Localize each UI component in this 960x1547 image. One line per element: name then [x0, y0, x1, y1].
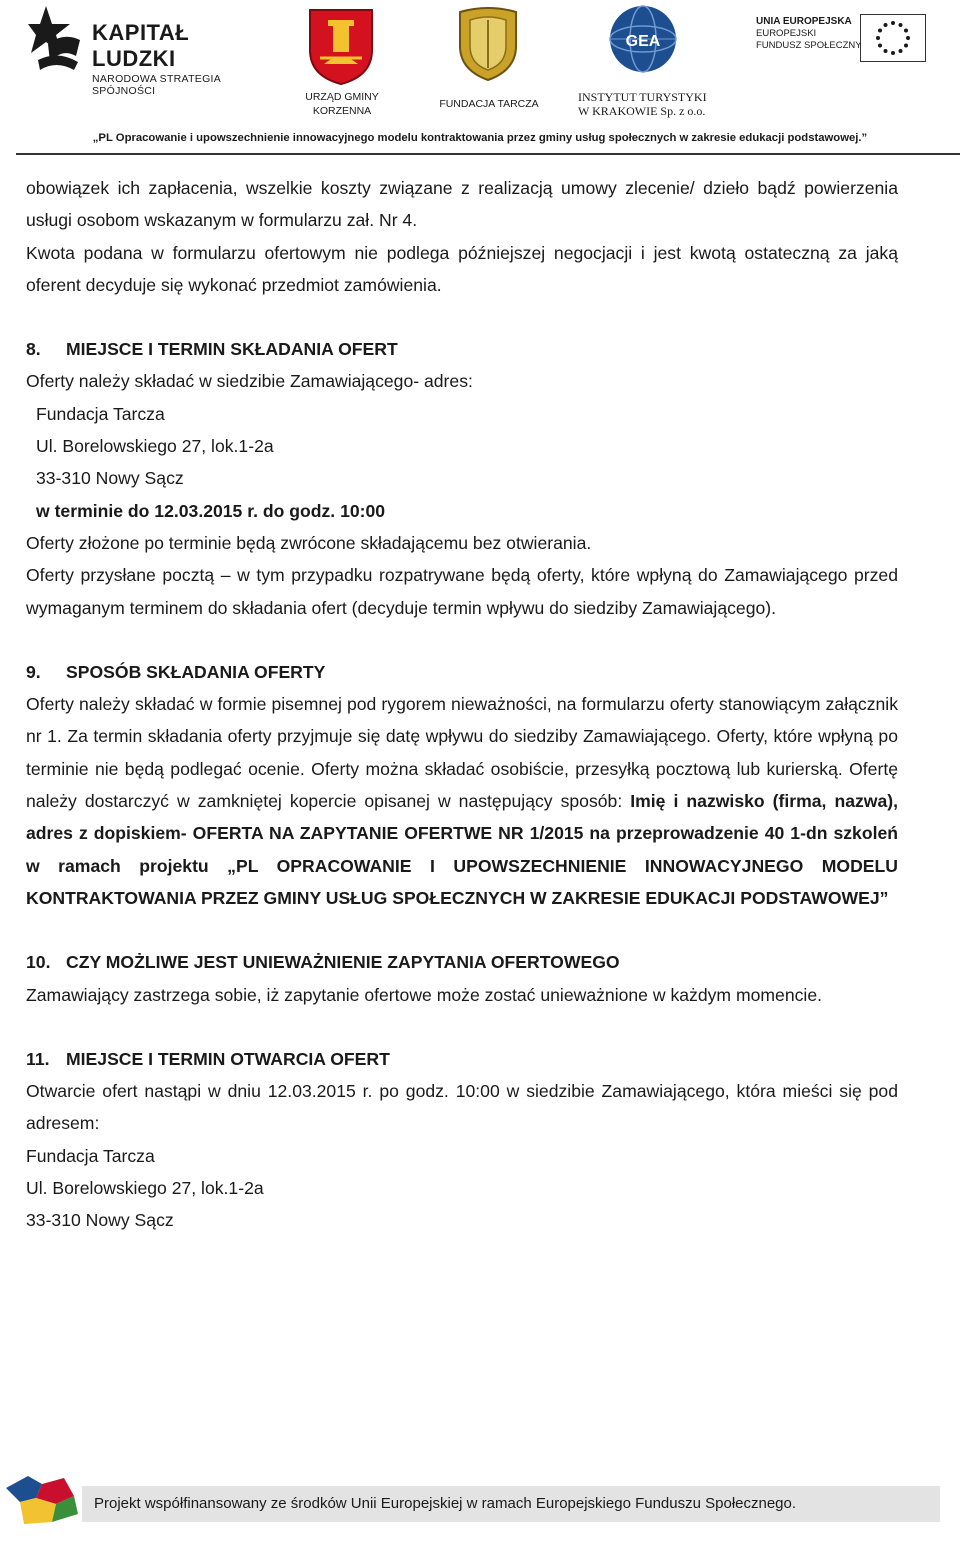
section-10-heading [26, 946, 898, 978]
puzzle-logo-icon [2, 1468, 80, 1530]
section-9-heading [26, 656, 898, 688]
document-body [26, 172, 898, 1237]
section-8-heading [26, 333, 898, 365]
itt-line2: W KRAKOWIE Sp. z o.o. [578, 104, 706, 118]
section-8-address-line-1: Fundacja Tarcza [36, 403, 165, 424]
intro-paragraph-1: obowiązek ich zapłacenia, wszelkie koszty związane z realizacją umowy zlecenie/ dzieło bądź powierzenia usługi osobom wskazanym w formularzu zał. Nr 4. [26, 178, 898, 231]
kapital-ludzki-subtitle: NARODOWA STRATEGIA SPÓJNOŚCI [92, 73, 221, 97]
itt-line1: INSTYTUT TURYSTYKI [578, 90, 707, 104]
intro-paragraph-2: Kwota podana w formularzu ofertowym nie podlega późniejszej negocjacji i jest kwotą ostateczną za jaką oferent decyduje się wykonać przedmiot zamówienia. [26, 242, 898, 295]
page-header [0, 0, 960, 158]
section-8-address-line-3: 33-310 Nowy Sącz [36, 468, 184, 489]
section-11-address-line-3: 33-310 Nowy Sącz [26, 1210, 174, 1231]
section-8-paragraph-1: Oferty złożone po terminie będą zwrócone składającemu bez otwierania. [26, 532, 592, 553]
footer-text: Projekt współfinansowany ze środków Unii Europejskiej w ramach Europejskiego Funduszu Społecznego. [94, 1495, 797, 1512]
gmina-label: URZĄD GMINY KORZENNA [305, 91, 379, 117]
section-9-text: Oferty należy składać w formie pisemnej pod rygorem nieważności, na formularzu oferty stanowiącym załącznik nr 1. Za termin składania oferty przyjmuje się datę wpływu do siedziby Zamawiającego. Oferty, które wpłyną po terminie nie będą podlegać ocenie. Oferty można składać osobiście, przesyłką pocztową lub kurierską. Ofertę należy dostarczyć w zamkniętej kopercie opisanej w następujący sposób: [26, 694, 898, 812]
section-8-number: 8. [26, 339, 41, 360]
itt-label [578, 90, 718, 118]
section-8-lead: Oferty należy składać w siedzibie Zamawiającego- adres: [26, 371, 473, 392]
section-9-number: 9. [26, 661, 41, 682]
section-9-envelope-label: Imię i nazwisko (firma, nazwa), adres z dopiskiem- OFERTA NA ZAPYTANIE OFERTWE NR 1/2015 na przeprowadzenie 40 1-dn szkoleń w ramach projektu „PL OPRACOWANIE I UPOWSZECHNIENIE INNOWACYJNEGO MODELU KONTRAKTOWANIA PRZEZ GMINY USŁUG SPOŁECZNYCH W ZAKRESIE EDUKACJI PODSTAWOWEJ” [26, 791, 899, 908]
section-8-deadline: w terminie do 12.03.2015 r. do godz. 10:00 [36, 500, 386, 521]
section-11-address-line-1: Fundacja Tarcza [26, 1145, 155, 1166]
tarcza-label: FUNDACJA TARCZA [439, 98, 539, 110]
section-9-title: SPOSÓB SKŁADANIA OFERTY [66, 661, 326, 682]
footer-bar [82, 1486, 940, 1522]
section-8-paragraph-2: Oferty przysłane pocztą – w tym przypadku rozpatrywane będą oferty, które wpłyną do Zamawiającego przed wymaganym terminem do składania ofert (decyduje termin wpływu do siedziby Zamawiającego). [26, 565, 898, 618]
section-11-paragraph: Otwarcie ofert nastąpi w dniu 12.03.2015 r. po godz. 10:00 w siedzibie Zamawiającego, która mieści się pod adresem: [26, 1081, 898, 1134]
section-11-title: MIEJSCE I TERMIN OTWARCIA OFERT [66, 1048, 390, 1069]
gea-text: GEA [625, 33, 661, 50]
header-divider [16, 153, 960, 155]
kapital-ludzki-emblem-icon [28, 4, 88, 72]
section-11-address-line-2: Ul. Borelowskiego 27, lok.1-2a [26, 1178, 264, 1199]
kapital-ludzki-title: KAPITAŁ LUDZKI [92, 20, 190, 71]
section-10-title: CZY MOŻLIWE JEST UNIEWAŻNIENIE ZAPYTANIA OFERTOWEGO [66, 952, 620, 973]
section-8-title: MIEJSCE I TERMIN SKŁADANIA OFERT [66, 339, 398, 360]
eu-line2: EUROPEJSKI [756, 28, 817, 39]
eu-line1: UNIA EUROPEJSKA [756, 16, 852, 27]
section-8-address-line-2: Ul. Borelowskiego 27, lok.1-2a [36, 436, 274, 457]
eu-flag-icon [860, 14, 926, 62]
fundacja-tarcza-shield-icon [456, 6, 520, 82]
kapital-ludzki-logo [28, 4, 268, 97]
section-10-paragraph: Zamawiający zastrzega sobie, iż zapytanie ofertowe może zostać unieważnione w każdym momencie. [26, 984, 822, 1005]
section-11-heading [26, 1043, 898, 1075]
section-10-number: 10. [26, 952, 51, 973]
eu-line3: FUNDUSZ SPOŁECZNY [756, 40, 862, 51]
gmina-korzenna-crest-icon [306, 6, 376, 86]
project-title-line: „PL Opracowanie i upowszechnienie innowacyjnego modelu kontraktowania przez gminy usług społecznych w zakresie edukacji podstawowej.” [92, 132, 868, 144]
section-11-number: 11. [26, 1048, 50, 1069]
section-9-paragraph [26, 688, 898, 914]
gea-globe-icon [608, 4, 678, 74]
eu-logo [756, 14, 926, 64]
